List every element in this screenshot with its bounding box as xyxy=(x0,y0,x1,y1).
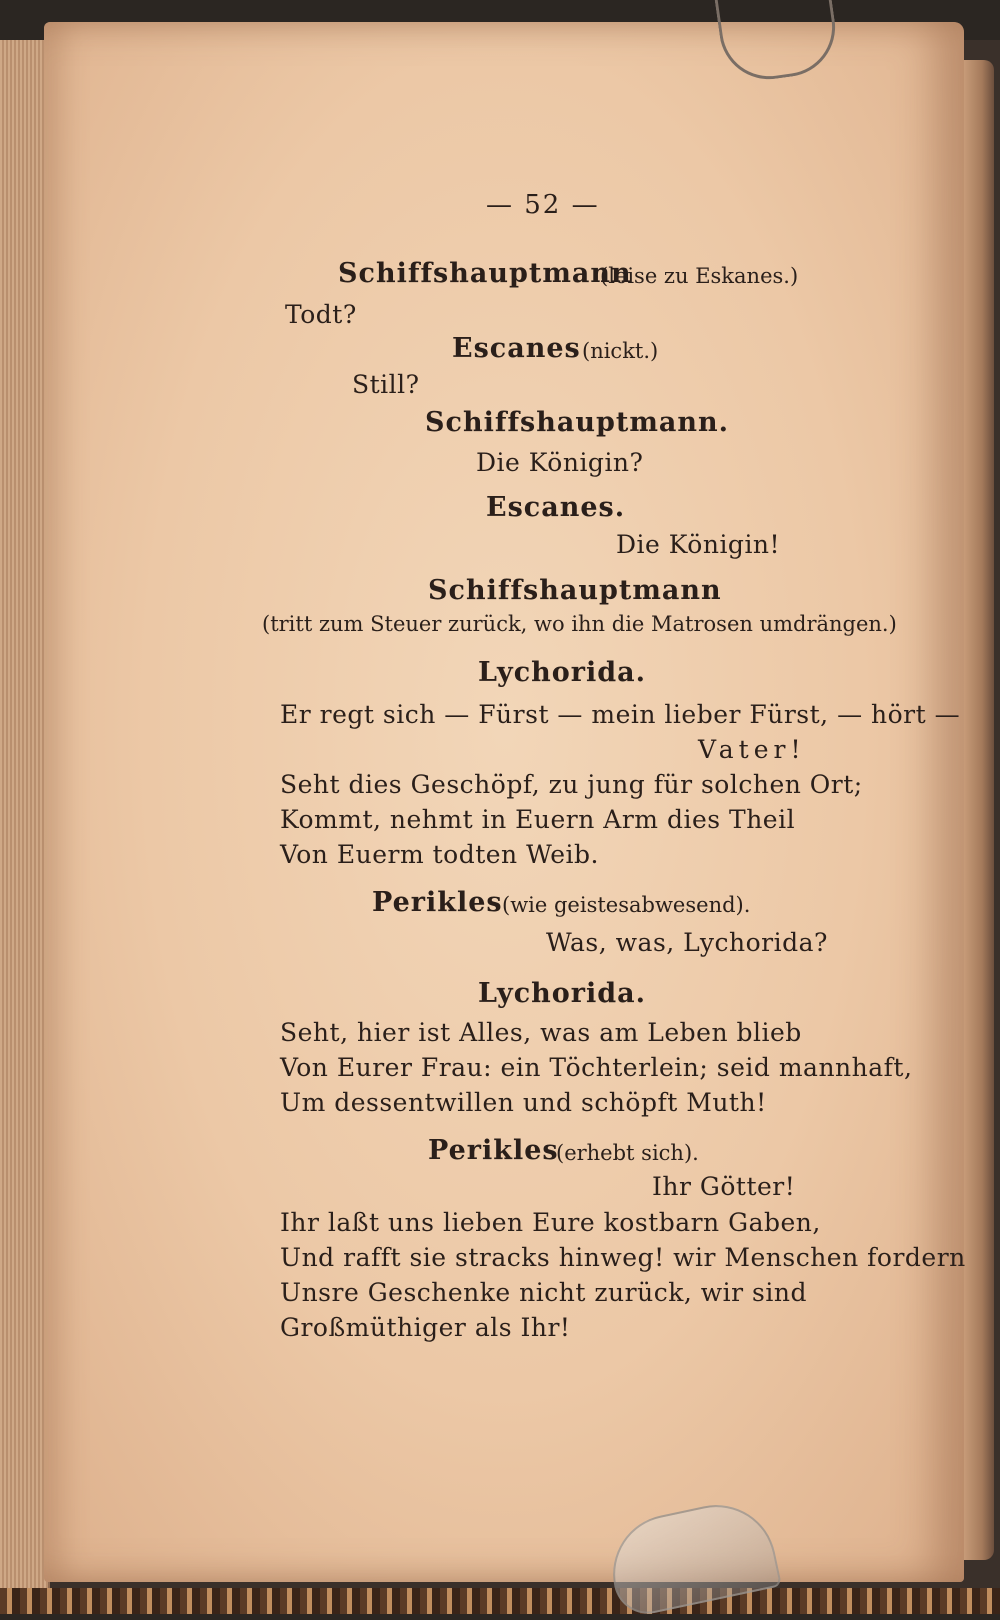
book-gutter xyxy=(964,60,994,1560)
verse-line: Todt? xyxy=(285,300,357,329)
speaker-name: Lychorida. xyxy=(478,978,647,1009)
speaker-name: Schiffshauptmann xyxy=(428,575,722,606)
verse-line: Von Eurer Frau: ein Töchterlein; seid mannhaft, xyxy=(280,1053,913,1082)
verse-line: Still? xyxy=(352,370,420,399)
verse-line: Ihr Götter! xyxy=(652,1172,796,1201)
stage-direction: (erhebt sich). xyxy=(556,1141,699,1165)
stage-direction: (tritt zum Steuer zurück, wo ihn die Matrosen umdrängen.) xyxy=(262,612,897,636)
verse-line: Was, was, Lychorida? xyxy=(546,928,828,957)
book-page xyxy=(44,22,964,1582)
verse-line: Vater! xyxy=(698,735,806,764)
verse-line: Um dessentwillen und schöpft Muth! xyxy=(280,1088,767,1117)
speaker-name: Lychorida. xyxy=(478,657,647,688)
verse-line: Er regt sich — Fürst — mein lieber Fürst, — hört — xyxy=(280,700,961,729)
speaker-name: Schiffshauptmann. xyxy=(425,407,730,438)
verse-line: Unsre Geschenke nicht zurück, wir sind xyxy=(280,1278,807,1307)
verse-line: Die Königin? xyxy=(476,448,644,477)
stage-direction: (leise zu Eskanes.) xyxy=(600,264,799,288)
verse-line: Seht, hier ist Alles, was am Leben blieb xyxy=(280,1018,802,1047)
verse-line: Ihr laßt uns lieben Eure kostbarn Gaben, xyxy=(280,1208,821,1237)
speaker-name: Perikles xyxy=(428,1135,559,1166)
verse-line: Und rafft sie stracks hinweg! wir Menschen fordern xyxy=(280,1243,966,1272)
stage-direction: (nickt.) xyxy=(582,339,659,363)
marbled-edge xyxy=(0,1588,1000,1614)
verse-line: Großmüthiger als Ihr! xyxy=(280,1313,571,1342)
page-number: — 52 — xyxy=(486,190,600,220)
verse-line: Von Euerm todten Weib. xyxy=(280,840,599,869)
speaker-name: Escanes xyxy=(452,333,581,364)
verse-line: Kommt, nehmt in Euern Arm dies Theil xyxy=(280,805,796,834)
verse-line: Die Königin! xyxy=(616,530,781,559)
speaker-name: Perikles xyxy=(372,887,503,918)
verse-line: Seht dies Geschöpf, zu jung für solchen Ort; xyxy=(280,770,863,799)
speaker-name: Escanes. xyxy=(486,492,626,523)
speaker-name: Schiffshauptmann xyxy=(338,258,632,289)
stage-direction: (wie geistesabwesend). xyxy=(502,893,751,917)
page-stack-edge xyxy=(0,40,50,1600)
